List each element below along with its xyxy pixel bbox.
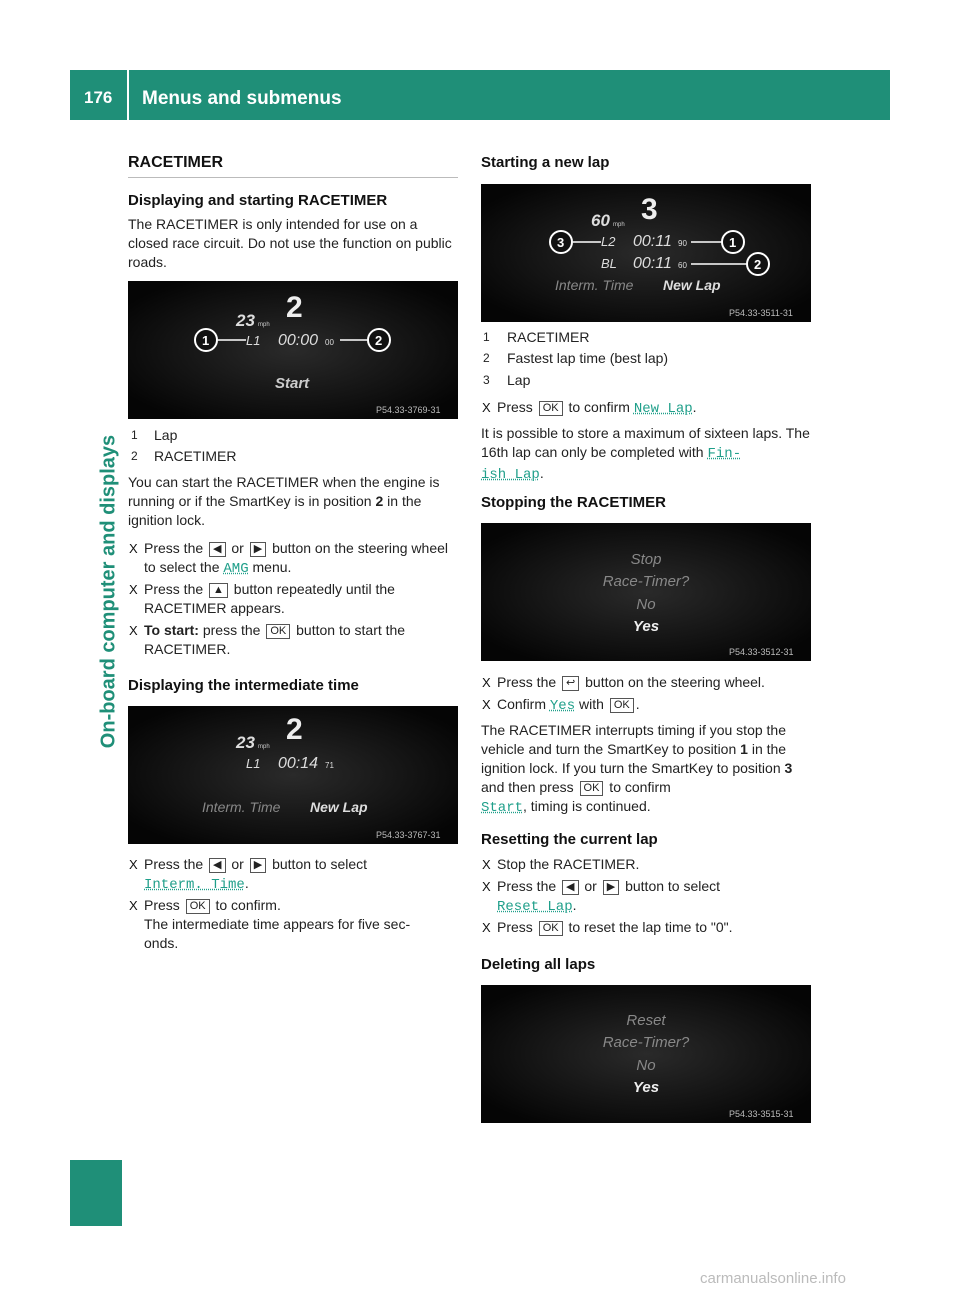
watermark: carmanualsonline.info — [700, 1270, 846, 1287]
step-select-interm: Press the ◀ or ▶ button to select Interm. Time. — [144, 856, 368, 893]
yes-menu: Yes — [549, 698, 576, 714]
step-reset-lap: Press OK to reset the lap time to "0". — [497, 919, 733, 935]
image-code: P54.33-3769-31 — [376, 405, 441, 415]
best-lap-fraction: 60 — [678, 261, 687, 270]
image-code: P54.33-3515-31 — [729, 1109, 794, 1119]
deleting-heading: Deleting all laps — [481, 956, 596, 973]
resetting-heading: Resetting the current lap — [481, 831, 658, 848]
ok-button-key: OK — [539, 921, 563, 936]
best-lap-label: BL — [601, 256, 617, 271]
header-separator — [127, 70, 129, 120]
side-tab-label: On-board computer and displays — [97, 434, 120, 749]
lap-label: L2 — [601, 234, 616, 249]
left-button-key: ◀ — [562, 880, 578, 895]
right-button-key: ▶ — [250, 542, 266, 557]
step-confirm-interm: Press OK to confirm. The intermediate time appears for five sec- onds. — [144, 897, 411, 951]
section-title: Menus and submenus — [142, 88, 342, 109]
step-stop-racetimer: Stop the RACETIMER. — [497, 856, 640, 872]
ok-button-key: OK — [610, 698, 634, 713]
lap-time: 00:14 — [278, 755, 319, 772]
step-confirm-new-lap: Press OK to confirm New Lap. — [497, 399, 697, 417]
display-start — [128, 281, 458, 419]
ok-button-key: OK — [186, 899, 210, 914]
step-up-button: Press the ▲ button repeatedly until the RACETIMER appears. — [144, 581, 395, 616]
step-arrow: X — [129, 582, 138, 597]
display-reset — [481, 985, 811, 1123]
prompt-line-2: Race-Timer? — [602, 573, 690, 590]
softkey-interm-time: Interm. Time — [202, 799, 281, 815]
display-stop — [481, 523, 811, 661]
option-no: No — [636, 596, 656, 613]
new-lap-heading: Starting a new lap — [481, 154, 610, 171]
svg-text:1: 1 — [202, 333, 210, 348]
svg-text:2: 2 — [375, 333, 383, 348]
step-arrow: X — [129, 623, 138, 638]
image-code: P54.33-3767-31 — [376, 830, 441, 840]
legend-num-2: 2 — [131, 449, 138, 463]
option-no: No — [636, 1057, 656, 1074]
step-arrow: X — [482, 400, 491, 415]
legend-num-1: 1 — [131, 428, 138, 442]
speed-unit: mph — [613, 222, 625, 228]
legend-num-3: 3 — [483, 373, 490, 387]
ok-button-key: OK — [266, 624, 290, 639]
legend-racetimer: RACETIMER — [507, 329, 590, 345]
lap-time-fraction: 90 — [678, 239, 687, 248]
lap-number: 2 — [286, 291, 303, 324]
amg-menu: AMG — [223, 561, 249, 577]
intro-paragraph: The RACETIMER is only intended for use on a closed race circuit. Do not use the function on public roads. — [128, 216, 452, 270]
prompt-line-1: Stop — [630, 551, 662, 568]
display-intermediate — [128, 706, 458, 844]
svg-text:1: 1 — [729, 235, 737, 250]
step-back-button: Press the ↩ button on the steering wheel. — [497, 674, 765, 690]
softkey-new-lap: New Lap — [310, 799, 368, 815]
start-menu: Start — [481, 800, 524, 816]
legend-lap: Lap — [154, 427, 178, 443]
interrupt-paragraph: The RACETIMER interrupts timing if you stop the vehicle and turn the SmartKey to position 1 in the ignition lock. If you turn the SmartKey to position 3 and then press OK to confirm Start, timing is continued. — [481, 722, 793, 816]
legend-num-2: 2 — [483, 351, 490, 365]
new-lap-menu: New Lap — [633, 401, 693, 417]
sixteen-laps-paragraph: It is possible to store a maximum of sixteen laps. The 16th lap can only be completed with Fin- ish Lap. — [481, 425, 810, 483]
step-select-reset: Press the ◀ or ▶ button to select Reset Lap. — [497, 878, 721, 915]
step-arrow: X — [482, 920, 491, 935]
svg-text:3: 3 — [557, 235, 565, 250]
step-arrow: X — [129, 857, 138, 872]
lap-number: 2 — [286, 713, 303, 746]
step-arrow: X — [129, 541, 138, 556]
step-arrow: X — [482, 879, 491, 894]
lap-time: 00:00 — [278, 332, 319, 349]
legend-num-1: 1 — [483, 330, 490, 344]
speed-unit: mph — [258, 322, 270, 328]
up-button-key: ▲ — [209, 583, 228, 598]
step-confirm-yes: Confirm Yes with OK . — [497, 696, 640, 714]
displaying-starting-heading: Displaying and starting RACETIMER — [128, 192, 388, 209]
stopping-heading: Stopping the RACETIMER — [481, 494, 666, 511]
softkey-interm-time: Interm. Time — [555, 277, 634, 293]
option-yes: Yes — [632, 618, 660, 635]
option-yes: Yes — [632, 1079, 660, 1096]
side-tab-block — [70, 1160, 122, 1226]
softkey-start: Start — [275, 375, 310, 392]
lap-label: L1 — [246, 756, 261, 771]
ok-button-key: OK — [539, 401, 563, 416]
step-select-amg: Press the ◀ or ▶ button on the steering wheel to select the AMG menu. — [144, 540, 448, 577]
heading-rule — [128, 177, 458, 178]
prompt-line-2: Race-Timer? — [602, 1034, 690, 1051]
speed-unit: mph — [258, 744, 270, 750]
display-new-lap — [481, 184, 811, 322]
lap-time-fraction: 71 — [325, 761, 334, 770]
speed-value: 60 — [591, 211, 610, 230]
right-button-key: ▶ — [603, 880, 619, 895]
interm-time-menu: Interm. Time — [144, 877, 245, 893]
lap-time-fraction: 00 — [325, 338, 334, 347]
left-button-key: ◀ — [209, 542, 225, 557]
speed-value: 23 — [236, 311, 255, 330]
lap-label: L1 — [246, 333, 261, 348]
best-lap-time: 00:11 — [633, 255, 672, 272]
side-tab — [74, 434, 124, 749]
image-code: P54.33-3512-31 — [729, 647, 794, 657]
intermediate-heading: Displaying the intermediate time — [128, 677, 359, 694]
ok-button-key: OK — [580, 781, 604, 796]
racetimer-heading: RACETIMER — [128, 154, 224, 171]
step-arrow: X — [482, 675, 491, 690]
left-button-key: ◀ — [209, 858, 225, 873]
legend-best-lap: Fastest lap time (best lap) — [507, 350, 669, 366]
lap-number: 3 — [641, 193, 658, 226]
right-button-key: ▶ — [250, 858, 266, 873]
prompt-line-1: Reset — [626, 1012, 666, 1029]
page-number: 176 — [84, 88, 113, 107]
reset-lap-menu: Reset Lap — [497, 899, 573, 915]
step-arrow: X — [482, 857, 491, 872]
speed-value: 23 — [236, 733, 255, 752]
step-arrow: X — [482, 697, 491, 712]
svg-text:2: 2 — [754, 257, 762, 272]
step-to-start: To start: press the OK button to start the RACETIMER. — [144, 622, 406, 657]
softkey-new-lap: New Lap — [663, 277, 721, 293]
legend-racetimer: RACETIMER — [154, 448, 237, 464]
step-arrow: X — [129, 898, 138, 913]
finish-lap-menu: Fin- — [707, 446, 742, 462]
back-button-key: ↩ — [562, 676, 579, 691]
lap-time: 00:11 — [633, 233, 672, 250]
start-paragraph: You can start the RACETIMER when the engine is running or if the SmartKey is in position 2 in the ignition lock. — [128, 474, 440, 528]
image-code: P54.33-3511-31 — [729, 308, 793, 318]
legend-lap: Lap — [507, 372, 531, 388]
